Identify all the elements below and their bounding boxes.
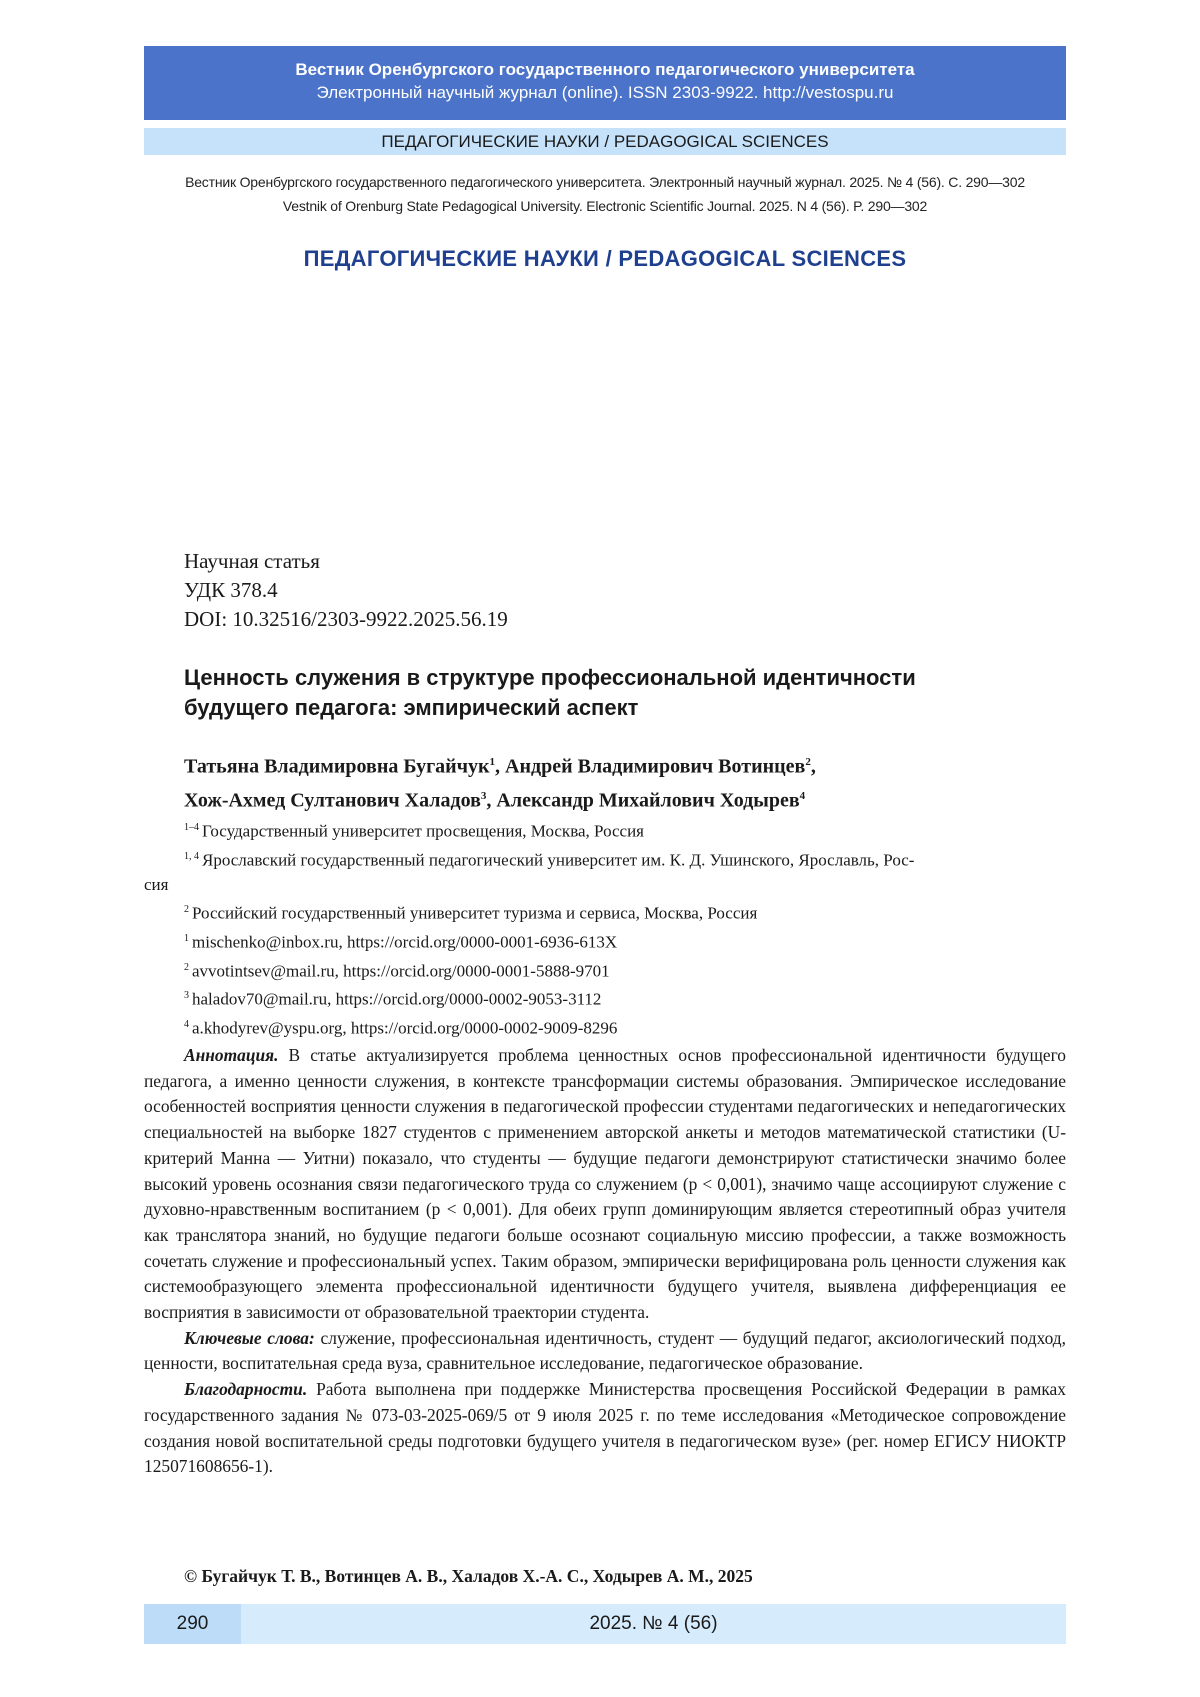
abstract-text: В статье актуализируется проблема ценностных основ профессиональной идентичности будущего педагога, а именно ценности служения, в контексте трансформации системы образования. Эмпирическое исследование особенностей восприятия ценности служения в педагогической профессии студентами педагогических и непедагогических специальностей на выборке 1827 студентов с применением авторской анкеты и методов математической статистики (U-критерий Манна — Уитни) показало, что студенты — будущие педагоги демонстрируют статистически значимо более высокий уровень осознания связи педагогического труда со служением (p < 0,001), значимо чаще ассоциируют служение с духовно-нравственным воспитанием (p < 0,001). Для обеих групп доминирующим является стереотипный образ учителя как транслятора знаний, но будущие педагоги больше осознают социальную миссию профессии, а также возможность сочетать служение и профессиональный успех. Таким образом, эмпирически верифицирована роль ценности служения как системообразующего элемента профессиональной идентичности будущего учителя, выявлена дифференциация ее восприятия в зависимости от образовательной траектории студента. xyxy=(144,1045,1066,1323)
copyright: © Бугайчук Т. В., Вотинцев А. В., Халадов Х.-А. С., Ходырев А. М., 2025 xyxy=(184,1566,753,1586)
citation xyxy=(144,170,1066,218)
page-footer xyxy=(144,1604,1066,1644)
affiliations xyxy=(144,815,1066,1041)
citation-ru: Вестник Оренбургского государственного педагогического университета. Электронный научный журнал. 2025. № 4 (56). С. 290—302 xyxy=(185,174,1025,190)
section-heading: ПЕДАГОГИЧЕСКИЕ НАУКИ / PEDAGOGICAL SCIENCES xyxy=(303,246,907,271)
affiliation-item: $^{1-4}$ Государственный университет просвещения, Москва, Россия xyxy=(184,821,644,841)
acknowledgements-text: Работа выполнена при поддержке Министерства просвещения Российской Федерации в рамках государственного задания № 073-03-2025-069/5 от 9 июля 2025 г. по теме исследования «Методическое сопровождение создания новой воспитательной среды подготовки будущего учителя в педагогическом вузе» (рег. номер ЕГИСУ НИОКТР 125071608656-1). xyxy=(144,1379,1066,1477)
authors-line-2: Хож-Ахмед Султанович Халадов$^3$, Александр Михайлович Ходырев$^4$ xyxy=(184,789,806,812)
author-email-2[interactable]: $^2$ avvotintsev@mail.ru, https://orcid.org/0000-0001-5888-9701 xyxy=(184,961,610,981)
journal-title: Вестник Оренбургского государственного педагогического университета xyxy=(295,60,915,79)
author-email-1[interactable]: $^1$ mischenko@inbox.ru, https://orcid.org/0000-0001-6936-613X xyxy=(184,932,618,952)
acknowledgements-label: Благодарности. xyxy=(184,1379,308,1400)
udc: УДК 378.4 xyxy=(184,578,278,602)
article-meta xyxy=(184,547,508,634)
keywords-label: Ключевые слова: xyxy=(184,1327,315,1348)
author-1: Татьяна Владимировна Бугайчук xyxy=(184,755,490,778)
page-number: 290 xyxy=(144,1604,241,1644)
affiliation-item: $^{1, 4}$ Ярославский государственный педагогический университет им. К. Д. Ушинского, Ярославль, Рос- сия xyxy=(144,850,915,895)
title-line-1: Ценность служения в структуре профессиональной идентичности xyxy=(184,665,916,690)
author-3: Хож-Ахмед Султанович Халадов xyxy=(184,789,481,812)
citation-en: Vestnik of Orenburg State Pedagogical University. Electronic Scientific Journal. 2025. N 4 (56). P. 290—302 xyxy=(282,198,928,214)
authors xyxy=(184,748,1064,815)
author-email-3[interactable]: $^3$ haladov70@mail.ru, https://orcid.org/0000-0002-9053-3112 xyxy=(184,989,602,1009)
keywords-text: служение, профессиональная идентичность, студент — будущий педагог, аксиологический подход, ценности, воспитательная среда вуза, сравнительное исследование, педагогическое образование. xyxy=(144,1327,1066,1374)
abstract-block xyxy=(144,1043,1066,1480)
authors-line-1: Татьяна Владимировна Бугайчук$^1$, Андрей Владимирович Вотинцев$^2$, xyxy=(184,755,816,778)
author-email-4[interactable]: $^4$ a.khodyrev@yspu.org, https://orcid.org/0000-0002-9009-8296 xyxy=(184,1018,618,1038)
title-line-2: будущего педагога: эмпирический аспект xyxy=(184,695,639,720)
journal-header xyxy=(144,46,1066,120)
affiliation-item: $^2$ Российский государственный университет туризма и сервиса, Москва, Россия xyxy=(184,903,758,923)
issue-label: 2025. № 4 (56) xyxy=(589,1613,718,1634)
journal-subtitle: Электронный научный журнал (online). ISSN 2303-9922. http://vestospu.ru xyxy=(316,83,894,102)
keywords xyxy=(144,1326,1066,1377)
article-type: Научная статья xyxy=(184,549,320,573)
abstract-label: Аннотация. xyxy=(184,1045,279,1065)
acknowledgements xyxy=(144,1377,1066,1480)
article-title xyxy=(184,663,1044,723)
author-4: Александр Михайлович Ходырев xyxy=(496,789,800,812)
doi[interactable]: DOI: 10.32516/2303-9922.2025.56.19 xyxy=(184,607,508,631)
section-band: ПЕДАГОГИЧЕСКИЕ НАУКИ / PEDAGOGICAL SCIENCES xyxy=(144,128,1066,155)
author-2: Андрей Владимирович Вотинцев xyxy=(505,755,806,778)
abstract xyxy=(144,1043,1066,1326)
